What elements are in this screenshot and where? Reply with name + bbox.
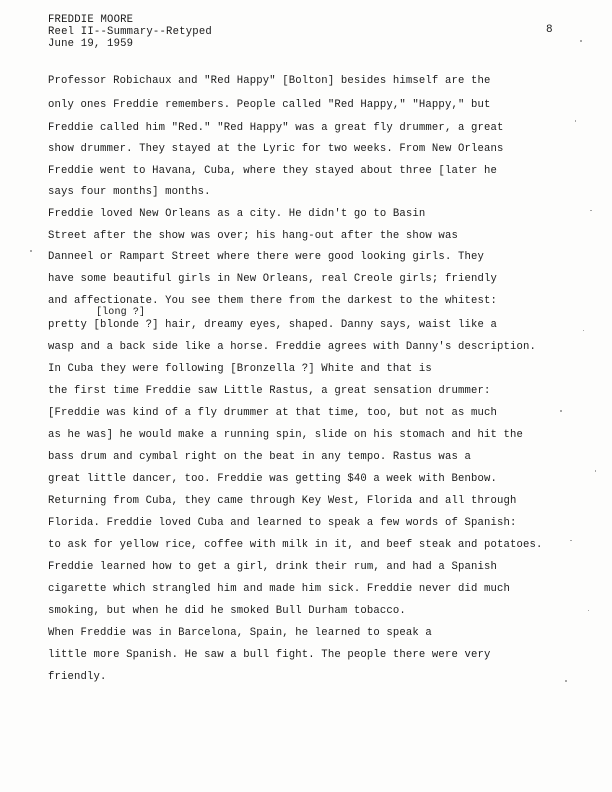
text-line: great little dancer, too. Freddie was getting $40 a week with Benbow. [48,473,498,485]
scan-speck [588,610,589,611]
document-header [48,14,212,50]
scan-speck [30,250,32,252]
scan-speck [575,120,576,122]
text-line: show drummer. They stayed at the Lyric for two weeks. From New Orleans [48,143,504,155]
text-line: smoking, but when he did he smoked Bull Durham tobacco. [48,605,406,617]
text-line: the first time Freddie saw Little Rastus, a great sensation drummer: [48,385,491,397]
text-line: Freddie called him "Red." "Red Happy" was a great fly drummer, a great [48,122,504,134]
text-line: cigarette which strangled him and made him sick. Freddie never did much [48,583,511,595]
header-date: June 19, 1959 [48,38,134,50]
scan-speck [560,410,562,412]
text-line: When Freddie was in Barcelona, Spain, he learned to speak a [48,627,432,639]
text-line: In Cuba they were following [Bronzella ?] White and that is [48,363,432,375]
text-line: pretty [blonde ?] hair, dreamy eyes, shaped. Danny says, waist like a [48,319,498,331]
scan-speck [565,680,567,682]
text-line: friendly. [48,671,107,683]
text-line: little more Spanish. He saw a bull fight. The people there were very [48,649,491,661]
header-reel: Reel II--Summary--Retyped [48,26,212,38]
text-line: and affectionate. You see them there from the darkest to the whitest: [48,295,498,307]
text-line: have some beautiful girls in New Orleans, real Creole girls; friendly [48,273,498,285]
text-line: Danneel or Rampart Street where there were good looking girls. They [48,251,484,263]
interlinear-note: [long ?] [96,307,146,318]
header-name: FREDDIE MOORE [48,14,134,26]
text-line: says four months] months. [48,186,211,198]
scan-speck [595,470,596,472]
text-line: to ask for yellow rice, coffee with milk in it, and beef steak and potatoes. [48,539,543,551]
text-line: Florida. Freddie loved Cuba and learned to speak a few words of Spanish: [48,517,517,529]
page-number: 8 [546,24,553,36]
scan-speck [590,210,592,211]
text-line: Freddie went to Havana, Cuba, where they stayed about three [later he [48,165,498,177]
text-line: Professor Robichaux and "Red Happy" [Bolton] besides himself are the [48,75,491,87]
scan-speck [580,40,582,42]
text-line: bass drum and cymbal right on the beat in any tempo. Rastus was a [48,451,471,463]
text-line: as he was] he would make a running spin, slide on his stomach and hit the [48,429,524,441]
text-line: Returning from Cuba, they came through Key West, Florida and all through [48,495,517,507]
text-line: Street after the show was over; his hang-out after the show was [48,230,458,242]
text-line: wasp and a back side like a horse. Freddie agrees with Danny's description. [48,341,537,353]
text-line: Freddie loved New Orleans as a city. He didn't go to Basin [48,208,426,220]
scan-speck [570,540,572,541]
scan-speck [583,330,584,331]
text-line: [Freddie was kind of a fly drummer at that time, too, but not as much [48,407,498,419]
text-line: Freddie learned how to get a girl, drink their rum, and had a Spanish [48,561,498,573]
text-line: only ones Freddie remembers. People called "Red Happy," "Happy," but [48,98,491,111]
